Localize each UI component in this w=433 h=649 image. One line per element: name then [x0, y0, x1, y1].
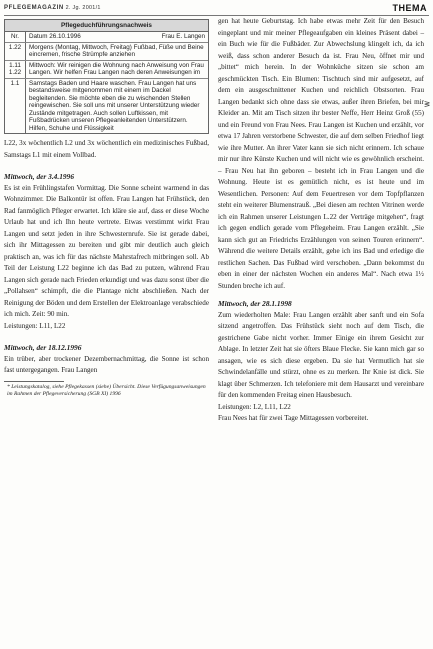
magazine-header [4, 5, 101, 11]
footnote-divider [4, 381, 64, 382]
body-paragraph: Frau Nees hat für zwei Tage Mittagessen vorbereitet. [218, 414, 369, 422]
section-title: THEMA [392, 3, 427, 13]
box-head-name: Frau E. Langen [161, 33, 205, 40]
box-row-nr: 1.1 [5, 79, 26, 134]
box-title: Pflegeduchführungsnachweis [5, 20, 208, 32]
box-row-text: Mittwoch: Wir reinigen die Wohnung nach Anweisung von Frau Langen. Wir helfen Frau Langen nach deren Anweisungen im [29, 61, 204, 76]
care-record-box [4, 19, 209, 134]
left-column [4, 19, 209, 398]
box-row-text: Morgens (Montag, Mittwoch, Freitag) Fußbad, Füße und Beine eincremen, frische Strümpfe anziehen [29, 43, 204, 58]
right-column [218, 16, 424, 425]
box-head-date: Datum 26.10.1996 [29, 33, 81, 40]
box-row-text: Samstags Baden und Haare waschen. Frau Langen hat uns bestandsweise mitgenommen mit einem im Dackel begleitenden. Sie möchte eben die zu wischenden Stellen reingewischen. Sie soll uns mit unserer Unterstützung wieder Zustände mitgetragen. Auch sollen Luftkissen, mit Fußbadrücken unseren Pflegeanleitenden Unterstützern. Hilfen, Schuhe und Flüssigkeit [29, 79, 200, 132]
body-paragraph: L22, 3x wöchentlich L2 und 3x wöchentlich ein medizinisches Fußbad, Samstags L1 mit einem Vollbad. [4, 139, 209, 159]
box-row [5, 43, 208, 61]
issue-info: 2. Jg. 2001/1 [65, 5, 101, 11]
box-row [5, 61, 208, 79]
magazine-name: PFLEGEMAGAZIN [4, 5, 64, 11]
section-heading: Mittwoch, der 18.12.1996 [4, 343, 82, 352]
box-head-nr: Nr. [5, 32, 26, 42]
body-paragraph: gen hat heute Geburtstag. Ich habe etwas mehr Zeit für den Besuch eingeplant und mir meiner Pflegeaufgaben ein kleines Präsent dabei – ein Buch wie für die Fußbäder. Zur Abwechslung klingelt ich, da ich weiß, dass schon anderer Besuch da ist. Frau Neu, öffnet mir und „bittet“ mich herein. In der Wohnküche sitzen sie schon am geschmückten Tisch. Ein Blumen: Tischtuch sind mir aufgesetzt, auf dem ein ausgeschnittener Kuchen und reichlich Obstsorten. Frau Langen bedankt sich ohne dass sie etwas, außer ihren Briefen, bei mir Kleider an. Mit am Tisch sitzen ihr bester Neffe, Herr Heinz Groß (55) und ein Freund von Frau Nees. Frau Langen ist Kuchen und erzählt, vor etwa 17 Jahren verstorbene Schwester, die auf dem selben Friedhof liegt wie ihre Mutter. An ihrer Vater kann sie sich nicht erinnern. Ich schaue mir nur ihre Künste Kuchen und will nicht wie es gewöhnlich erscheint. – Frau Neu hat ihn geboren – besteht ich in Frau Langen und die Wohnung. Heute ist es gemütlich nicht, es ist heute und im Wesentlichen. Personen: Auf dem Feuertresen vor dem Topfpflanzen steht ein weiterer Blumenstrauß. „Bei diesen am rechten Vitrinen werde ich ein Rahmen unserer Leistungen L.22 der Verträge mitgehen“, fragt ich gegen endlich gerade vom Pflegeheim. Frau Langen erzählt. „Sie kann sich gut an Friedrichs Erzählungen von seinen Touren erinnern“. Während die weitere Details erzählt, gehe ich ins Bad und erledige die restlichen Sachen. Das Fußbad wird verschoben. „Dann bekommst du eben in einer der nächsten Wochen ein anderes Mal“. Nach etwa 1½ Stunden breche ich auf. [218, 17, 424, 290]
section-heading: Mittwoch, der 28.1.1998 [218, 299, 292, 308]
services-line: Leistungen: L2, L11, L22 [218, 402, 291, 411]
section-heading: Mittwoch, der 3.4.1996 [4, 172, 75, 181]
page-edge-mark: ᕒ [424, 100, 430, 109]
box-row-nr: 1.11 1.22 [5, 61, 26, 78]
box-row [5, 79, 208, 134]
services-line: Leistungen: L11, L22 [4, 321, 66, 330]
body-paragraph: Zum wiederholten Male: Frau Langen erzählt aber sanft und ein Sofa sitzend angetroffen. Das Frühstück sieht noch auf dem Tisch, die gestrichene Gabe nicht vorher. Immer Einige ein ihrem Gesicht zur Ablage. In letzter Zeit hat sie öfters Blaue Flecke. Sie kann mich gar so ansagen, wie es sich diese ergeben. Da sie hat Vermutlich hat sie Schwindelanfälle und stürzt, ohne es zu merken. Ihr Knie ist dick. Sie klagt über Schmerzen. Ich telefoniere mit dem Hausarzt und vereinbare für den kommenden Freitag einen Hausbesuch. [218, 310, 424, 399]
box-row-nr: 1.22 [5, 43, 26, 60]
body-paragraph: Es ist ein Frühlingstafen Vormittag. Die Sonne scheint warmend in das Wohnzimmer. Die Balkontür ist offen. Frau Langen hat Frühstück, den Rad fanmöglich Pfleger erwartet. Ich kläre sie auf, dass er diese Woche Urlaub hat und ich Ihn heute vertrete. Etwas verstimmt wirkt Frau Langen und setzt jeden in ihre Schwesternrufe. Sie ist gerade dabei, sich ihr Mittagessen zu bereiten und gibt mir deutlich auch gleich praktisch an, was ich für das nächste Mahrstafrech mitbringen soll. Ab Teil der Leistung L22 beginne ich das Bad zu putzen, während Frau Langen sich gerade nach Frieden erkundigt und was dazu sonst über die „Pollahsen“ schimpft, die die Plantage nicht abschließen. Nach der Reinigung der Böden und dem Erstellen der Elektroanlage verabschiede ich mich. Zeit: 90 min. [4, 183, 209, 318]
box-header-row [5, 32, 208, 43]
body-paragraph: Ein trüber, aber trockener Dezembernachmittag, die Sonne ist schon fast untergegangen. Frau Langen [4, 354, 209, 374]
footnote: * Leistungskatalog, siehe Pflegekassen (siehe) Übersicht. Diese Verfügungsanweisungen im Rahmen der Pflegeversicherung (SGB XI) 1996 [7, 383, 206, 397]
